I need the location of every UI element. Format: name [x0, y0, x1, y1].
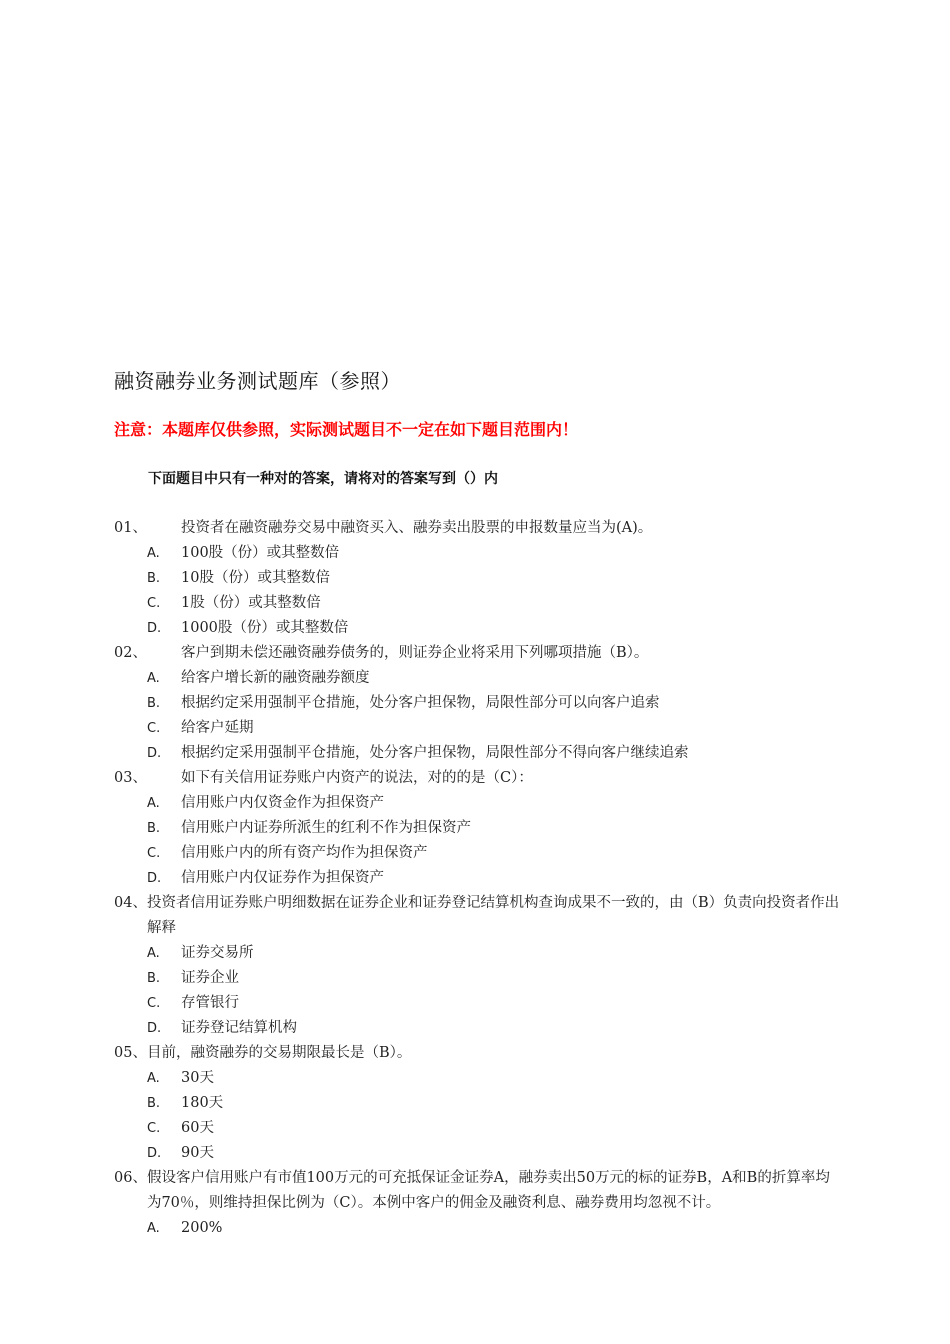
option-text: 信用账户内的所有资产均作为担保资产 — [181, 845, 428, 861]
option-text: 60天 — [181, 1120, 214, 1136]
answer-option — [114, 691, 844, 716]
option-text: 给客户增长新的融资融券额度 — [181, 670, 370, 686]
answer-option — [114, 541, 844, 566]
question-item — [114, 766, 844, 791]
option-text: 100股（份）或其整数倍 — [181, 545, 340, 561]
answer-option — [114, 991, 844, 1016]
question-number: 01、 — [114, 520, 147, 536]
question-text: 目前，融资融券的交易期限最长是（B）。 — [146, 1045, 412, 1061]
option-letter: D. — [147, 621, 162, 636]
question-item — [114, 1041, 844, 1066]
option-letter: B. — [147, 696, 161, 711]
option-text: 根据约定采用强制平仓措施，处分客户担保物，局限性部分不得向客户继续追索 — [181, 745, 689, 761]
question-number: 06、 — [114, 1170, 147, 1186]
answer-option — [114, 966, 844, 991]
option-letter: A. — [147, 1071, 160, 1086]
question-text: 假设客户信用账户有市值100万元的可充抵保证金证券A，融券卖出50万元的标的证券B，A和B的折算率均为70％，则维持担保比例为（C）。本例中客户的佣金及融资利息、融券费用均忽视不计。 — [146, 1170, 830, 1211]
option-letter: D. — [147, 1146, 162, 1161]
question-number: 04、 — [114, 895, 147, 911]
answer-option — [114, 1116, 844, 1141]
answer-option — [114, 941, 844, 966]
question-number: 05、 — [114, 1045, 147, 1061]
option-text: 存管银行 — [181, 995, 239, 1011]
answer-option — [114, 791, 844, 816]
answer-option — [114, 741, 844, 766]
answer-option — [114, 616, 844, 641]
option-letter: C. — [147, 846, 161, 861]
answer-option — [114, 666, 844, 691]
question-text: 投资者在融资融券交易中融资买入、融券卖出股票的申报数量应当为(A)。 — [181, 520, 653, 536]
option-letter: B. — [147, 971, 161, 986]
answer-option — [114, 841, 844, 866]
option-letter: C. — [147, 996, 161, 1011]
option-letter: C. — [147, 1121, 161, 1136]
option-text: 10股（份）或其整数倍 — [181, 570, 330, 586]
answer-option — [114, 566, 844, 591]
option-text: 30天 — [181, 1070, 214, 1086]
option-letter: A. — [147, 671, 160, 686]
answer-option — [114, 1066, 844, 1091]
question-number: 03、 — [114, 770, 147, 786]
answer-option — [114, 1016, 844, 1041]
option-letter: B. — [147, 1096, 161, 1111]
option-text: 信用账户内证券所派生的红利不作为担保资产 — [181, 820, 471, 836]
option-text: 给客户延期 — [181, 720, 254, 736]
option-letter: A. — [147, 796, 160, 811]
question-text: 客户到期未偿还融资融券债务的，则证券企业将采用下列哪项措施（B）。 — [181, 645, 649, 661]
answer-option — [114, 816, 844, 841]
option-text: 证券企业 — [181, 970, 239, 986]
option-text: 信用账户内仅资金作为担保资产 — [181, 795, 384, 811]
answer-option — [114, 1091, 844, 1116]
question-item — [114, 641, 844, 666]
answer-option — [114, 716, 844, 741]
option-letter: B. — [147, 571, 161, 586]
answer-option — [114, 866, 844, 891]
option-text: 根据约定采用强制平仓措施，处分客户担保物，局限性部分可以向客户追索 — [181, 695, 660, 711]
notice-text: 注意：本题库仅供参照，实际测试题目不一定在如下题目范围内！ — [114, 420, 579, 439]
question-number: 02、 — [114, 645, 147, 661]
option-letter: D. — [147, 871, 162, 886]
question-item — [114, 1166, 844, 1216]
question-list — [114, 516, 844, 1241]
answer-option — [114, 591, 844, 616]
option-letter: D. — [147, 746, 162, 761]
answer-option — [114, 1216, 844, 1241]
instruction-text: 下面题目中只有一种对的答案，请将对的答案写到（）内 — [148, 471, 498, 487]
option-text: 200% — [181, 1220, 223, 1236]
option-letter: B. — [147, 821, 161, 836]
option-letter: A. — [147, 946, 160, 961]
option-letter: C. — [147, 721, 161, 736]
option-text: 证券登记结算机构 — [181, 1020, 297, 1036]
question-text: 投资者信用证券账户明细数据在证券企业和证券登记结算机构查询成果不一致的，由（B）负责向投资者作出解释 — [146, 895, 840, 936]
option-text: 90天 — [181, 1145, 214, 1161]
question-item — [114, 516, 844, 541]
option-letter: A. — [147, 546, 160, 561]
option-text: 1000股（份）或其整数倍 — [181, 620, 349, 636]
option-text: 证券交易所 — [181, 945, 254, 961]
option-text: 1股（份）或其整数倍 — [181, 595, 321, 611]
option-letter: A. — [147, 1221, 160, 1236]
question-item — [114, 891, 844, 941]
option-text: 180天 — [181, 1095, 224, 1111]
option-text: 信用账户内仅证券作为担保资产 — [181, 870, 384, 886]
option-letter: D. — [147, 1021, 162, 1036]
question-text: 如下有关信用证券账户内资产的说法，对的的是（C）： — [181, 770, 533, 786]
answer-option — [114, 1141, 844, 1166]
page-title: 融资融券业务测试题库（参照） — [114, 369, 401, 393]
option-letter: C. — [147, 596, 161, 611]
